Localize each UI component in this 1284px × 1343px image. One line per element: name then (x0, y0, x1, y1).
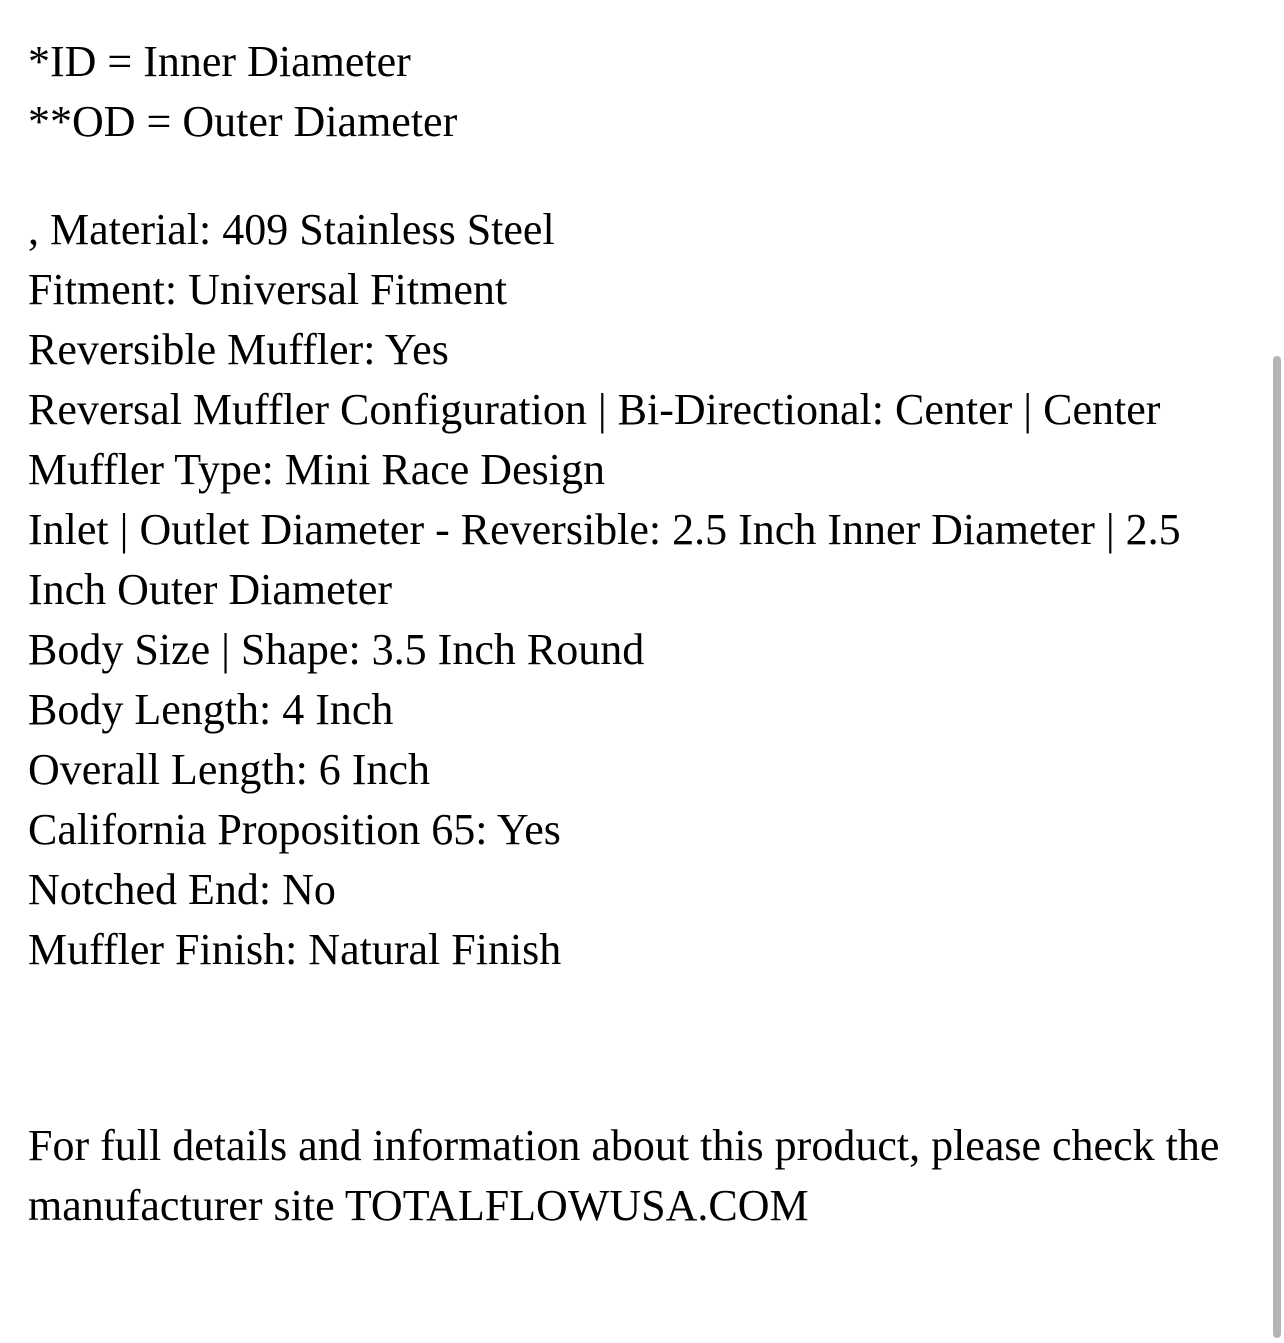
spec-inlet-outlet-diameter: Inlet | Outlet Diameter - Reversible: 2.5 Inch Inner Diameter | 2.5 Inch Outer Diameter (28, 505, 1181, 614)
note-id: *ID = Inner Diameter (28, 37, 411, 86)
vertical-scrollbar[interactable] (1273, 356, 1281, 1338)
spec-reversible: Reversible Muffler: Yes (28, 325, 449, 374)
spec-fitment: Fitment: Universal Fitment (28, 265, 508, 314)
spacer (28, 152, 1268, 200)
spec-notched-end: Notched End: No (28, 865, 336, 914)
spec-prop-65: California Proposition 65: Yes (28, 805, 561, 854)
spec-finish: Muffler Finish: Natural Finish (28, 925, 562, 974)
abbreviation-notes (28, 32, 1268, 152)
note-od: **OD = Outer Diameter (28, 97, 458, 146)
spec-body-length: Body Length: 4 Inch (28, 685, 394, 734)
spec-material: , Material: 409 Stainless Steel (28, 205, 555, 254)
spec-list (28, 200, 1268, 980)
spec-overall-length: Overall Length: 6 Inch (28, 745, 430, 794)
spec-configuration: Reversal Muffler Configuration | Bi-Directional: Center | Center (28, 385, 1161, 434)
product-details-document (28, 32, 1268, 1236)
spacer (28, 980, 1268, 1116)
spec-muffler-type: Muffler Type: Mini Race Design (28, 445, 605, 494)
manufacturer-note: For full details and information about this product, please check the manufacturer site TOTALFLOWUSA.COM (28, 1121, 1220, 1230)
spec-body-size: Body Size | Shape: 3.5 Inch Round (28, 625, 645, 674)
